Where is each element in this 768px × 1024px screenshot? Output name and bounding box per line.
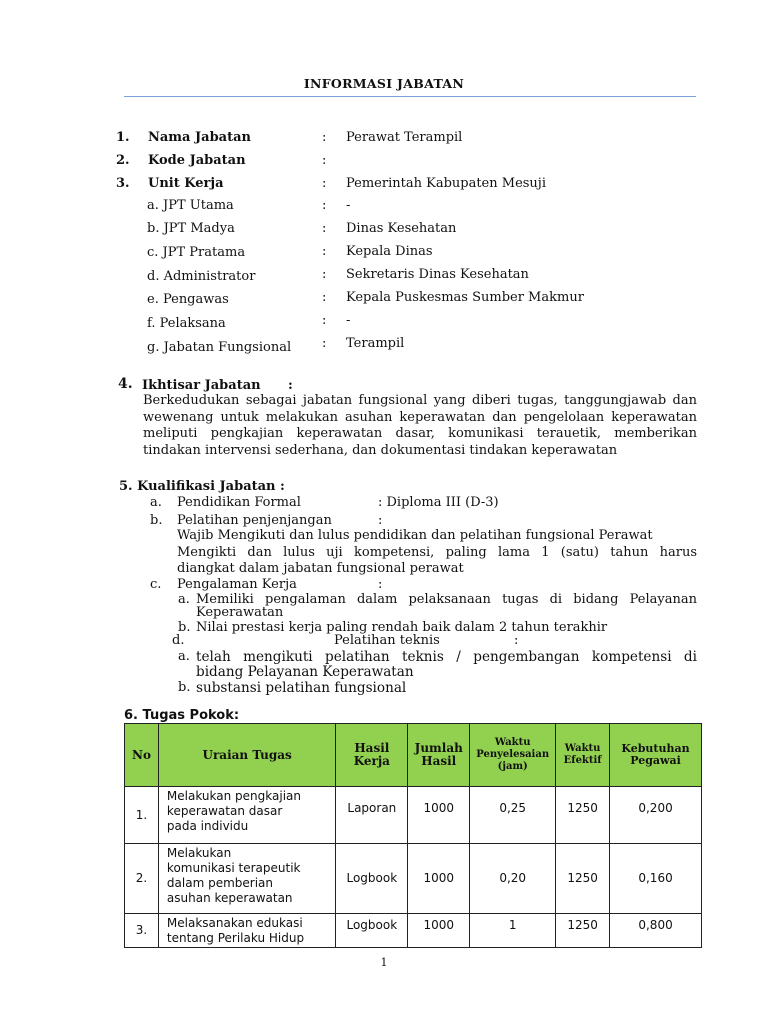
section-number: 4. — [118, 376, 133, 392]
unit-label: g. Jabatan Fungsional — [147, 340, 292, 355]
cell-efektif: 1250 — [556, 844, 610, 914]
cell-no: 1. — [125, 787, 159, 844]
cell-waktu: 0,25 — [470, 787, 556, 844]
header-uraian: Uraian Tugas — [158, 724, 335, 787]
table-row — [125, 787, 702, 844]
unit-label: f. Pelaksana — [147, 316, 226, 331]
cell-jumlah: 1000 — [408, 787, 470, 844]
header-jumlah-hasil: Jumlah Hasil — [408, 724, 470, 787]
title-divider — [124, 96, 696, 97]
item-colon: : — [378, 577, 383, 592]
sub-item-prefix: b. — [178, 620, 191, 635]
cell-waktu: 1 — [470, 914, 556, 948]
field-number: 1. — [116, 130, 130, 145]
header-waktu-penyelesaian: Waktu Penyelesaian (jam) — [470, 724, 556, 787]
field-number: 2. — [116, 153, 130, 168]
unit-colon: : — [322, 198, 327, 213]
header-waktu-efektif: Waktu Efektif — [556, 724, 610, 787]
penjenjangan-line: Mengikti dan lulus uji kompetensi, paling lama 1 (satu) tahun harus — [177, 545, 697, 560]
paragraph-line: meliputi pengkajian keperawatan dasar, komunikasi terauetik, memberikan — [143, 426, 697, 441]
table-row — [125, 914, 702, 948]
pengalaman-kerja-label: Pengalaman Kerja — [177, 577, 297, 592]
header-hasil-kerja: Hasil Kerja — [336, 724, 408, 787]
cell-jumlah: 1000 — [408, 914, 470, 948]
pengalaman-line: Keperawatan — [196, 605, 284, 620]
table-header-row — [125, 724, 702, 787]
unit-value: Terampil — [346, 336, 405, 351]
pengalaman-line: Nilai prestasi kerja paling rendah baik dalam 2 tahun terakhir — [196, 620, 608, 635]
section-heading-ikhtisar: Ikhtisar Jabatan — [142, 378, 261, 393]
unit-value: - — [346, 198, 351, 213]
cell-kebutuhan: 0,800 — [610, 914, 702, 948]
page-number: 1 — [380, 956, 388, 969]
field-value-nama-jabatan: Perawat Terampil — [346, 130, 463, 145]
unit-label: a. JPT Utama — [147, 198, 234, 213]
paragraph-line: tindakan intervensi sederhana, dan dokumentasi tindakan keperawatan — [143, 442, 618, 458]
unit-value: Kepala Puskesmas Sumber Makmur — [346, 290, 584, 305]
cell-uraian: Melakukan pengkajian keperawatan dasar pada individu — [158, 787, 335, 844]
item-colon: : — [378, 513, 383, 528]
penjenjangan-line: Wajib Mengikuti dan lulus pendidikan dan pelatihan fungsional Perawat — [177, 528, 653, 543]
paragraph-line: Berkedudukan sebagai jabatan fungsional yang diberi tugas, tanggungjawab dan — [143, 393, 697, 408]
header-kebutuhan-pegawai: Kebutuhan Pegawai — [610, 724, 702, 787]
unit-colon: : — [322, 267, 327, 282]
sub-item-prefix: a. — [178, 592, 190, 607]
cell-no: 3. — [125, 914, 159, 948]
item-letter: d. — [172, 633, 185, 648]
cell-hasil: Logbook — [336, 844, 408, 914]
sub-item-prefix: b. — [178, 680, 191, 695]
unit-colon: : — [322, 313, 327, 328]
field-label-unit-kerja: Unit Kerja — [148, 176, 224, 191]
table-row — [125, 844, 702, 914]
sub-item-prefix: a. — [178, 649, 190, 664]
unit-label: c. JPT Pratama — [147, 245, 246, 260]
unit-value: - — [346, 313, 351, 328]
tugas-pokok-table — [124, 723, 702, 948]
ikhtisar-paragraph — [143, 393, 697, 459]
unit-value: Sekretaris Dinas Kesehatan — [346, 267, 529, 282]
section-colon: : — [288, 378, 293, 393]
pendidikan-value: : Diploma III (D-3) — [378, 495, 499, 510]
section-heading-kualifikasi: 5. Kualifikasi Jabatan : — [119, 479, 285, 494]
cell-kebutuhan: 0,200 — [610, 787, 702, 844]
page-title: INFORMASI JABATAN — [303, 76, 465, 91]
cell-uraian: Melakukan komunikasi terapeutik dalam pemberian asuhan keperawatan — [158, 844, 335, 914]
item-letter: a. — [150, 495, 162, 510]
cell-jumlah: 1000 — [408, 844, 470, 914]
field-value-unit-kerja: Pemerintah Kabupaten Mesuji — [346, 176, 546, 191]
cell-uraian: Melaksanakan edukasi tentang Perilaku Hidup — [158, 914, 335, 948]
field-label-nama-jabatan: Nama Jabatan — [148, 130, 251, 145]
unit-label: d. Administrator — [147, 269, 256, 284]
cell-no: 2. — [125, 844, 159, 914]
field-number: 3. — [116, 176, 130, 191]
pelatihan-teknis-line: bidang Pelayanan Keperawatan — [196, 664, 414, 680]
unit-colon: : — [322, 336, 327, 351]
pelatihan-teknis-line: telah mengikuti pelatihan teknis / pengembangan kompetensi di — [196, 649, 697, 665]
item-letter: c. — [150, 577, 162, 592]
unit-colon: : — [322, 221, 327, 236]
paragraph-line: wewenang untuk melakukan asuhan keperawatan dan pengelolaan keperawatan — [143, 409, 697, 425]
cell-waktu: 0,20 — [470, 844, 556, 914]
item-letter: b. — [150, 513, 163, 528]
cell-hasil: Laporan — [336, 787, 408, 844]
cell-efektif: 1250 — [556, 914, 610, 948]
unit-label: e. Pengawas — [147, 292, 229, 307]
section-heading-tugas: 6. Tugas Pokok: — [124, 708, 240, 723]
cell-hasil: Logbook — [336, 914, 408, 948]
unit-label: b. JPT Madya — [147, 221, 235, 236]
pelatihan-penjenjangan-label: Pelatihan penjenjangan — [177, 513, 332, 528]
field-colon: : — [322, 176, 327, 191]
field-colon: : — [322, 130, 327, 145]
header-no: No — [125, 724, 159, 787]
unit-value: Kepala Dinas — [346, 244, 433, 259]
field-label-kode-jabatan: Kode Jabatan — [148, 153, 246, 168]
unit-value: Dinas Kesehatan — [346, 221, 457, 236]
pengalaman-line: Memiliki pengalaman dalam pelaksanaan tugas di bidang Pelayanan — [196, 592, 697, 607]
unit-colon: : — [322, 290, 327, 305]
field-colon: : — [322, 153, 327, 168]
cell-efektif: 1250 — [556, 787, 610, 844]
pelatihan-teknis-label: Pelatihan teknis — [334, 633, 440, 648]
cell-kebutuhan: 0,160 — [610, 844, 702, 914]
item-colon: : — [514, 633, 519, 648]
pelatihan-teknis-line: substansi pelatihan fungsional — [196, 680, 407, 696]
unit-colon: : — [322, 244, 327, 259]
penjenjangan-line: diangkat dalam jabatan fungsional perawat — [177, 561, 464, 576]
pendidikan-label: Pendidikan Formal — [177, 495, 301, 510]
